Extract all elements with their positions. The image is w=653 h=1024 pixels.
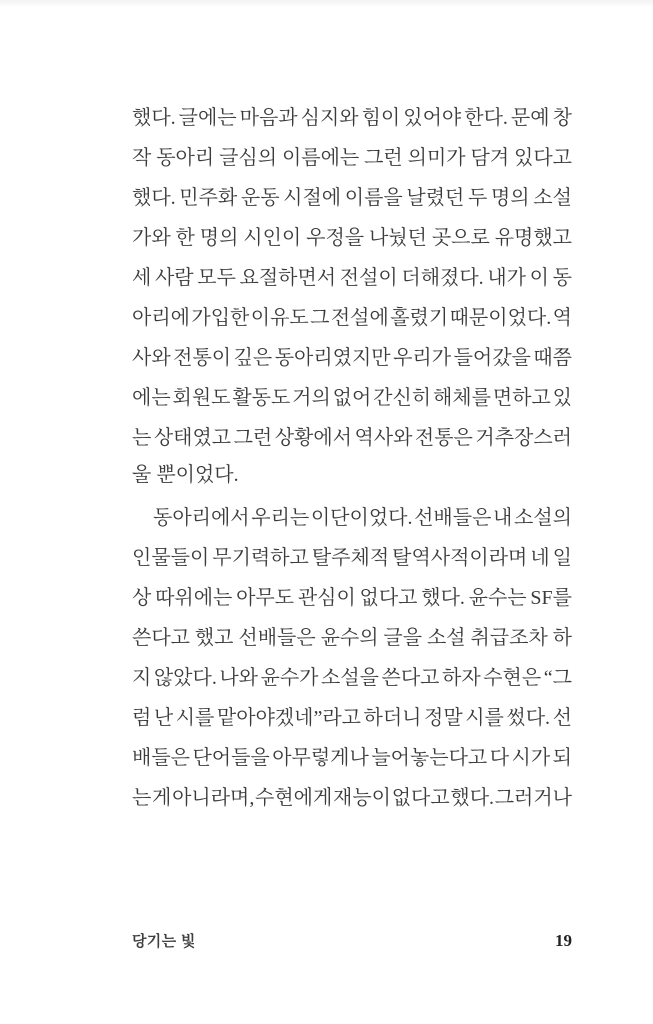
text-line: 배들은 단어들을 아무렇게나 늘어놓는다고 다 시가 되 [132, 746, 572, 769]
text-line: 사와 전통이 깊은 동아리였지만 우리가 들어갔을 때쯤 [132, 346, 572, 369]
text-line: 가와 한 명의 시인이 우정을 나눴던 곳으로 유명했고 [132, 226, 572, 249]
text-line: 지 않았다. 나와 윤수가 소설을 쓴다고 하자 수현은 “그 [132, 666, 572, 689]
text-line: 했다. 글에는 마음과 심지와 힘이 있어야 한다. 문예 창 [132, 106, 572, 129]
text-line: 인물들이 무기력하고 탈주체적 탈역사적이라며 네 일 [132, 546, 572, 569]
running-title: 당기는 빛 [132, 933, 196, 950]
page-number: 19 [555, 931, 572, 950]
text-line: 울 뿐이었다. [132, 464, 239, 486]
text-line: 세 사람 모두 요절하면서 전설이 더해졌다. 내가 이 동 [132, 266, 572, 289]
text-line: 했다. 민주화 운동 시절에 이름을 날렸던 두 명의 소설 [132, 186, 572, 209]
text-line: 럼 난 시를 맡아야겠네”라고 하더니 정말 시를 썼다. 선 [132, 706, 572, 729]
text-line: 동아리에서 우리는 이단이었다. 선배들은 내 소설의 [153, 506, 572, 529]
text-line: 는 게 아니라며, 수현에게 재능이 없다고 했다. 그러거나 [132, 786, 572, 809]
body-text [132, 95, 572, 815]
text-line: 쓴다고 했고 선배들은 윤수의 글을 소설 취급조차 하 [132, 626, 572, 649]
text-line: 아리에 가입한 이유도 그 전설에 홀렸기 때문이었다. 역 [132, 306, 572, 329]
text-line: 상 따위에는 아무도 관심이 없다고 했다. 윤수는 SF를 [132, 586, 572, 609]
text-line: 에는 회원도 활동도 거의 없어 간신히 해체를 면하고 있 [132, 386, 572, 409]
page-footer [132, 930, 572, 951]
text-line: 는 상태였고 그런 상황에서 역사와 전통은 거추장스러 [132, 426, 572, 449]
text-line: 작 동아리 글심의 이름에는 그런 의미가 담겨 있다고 [132, 146, 572, 169]
